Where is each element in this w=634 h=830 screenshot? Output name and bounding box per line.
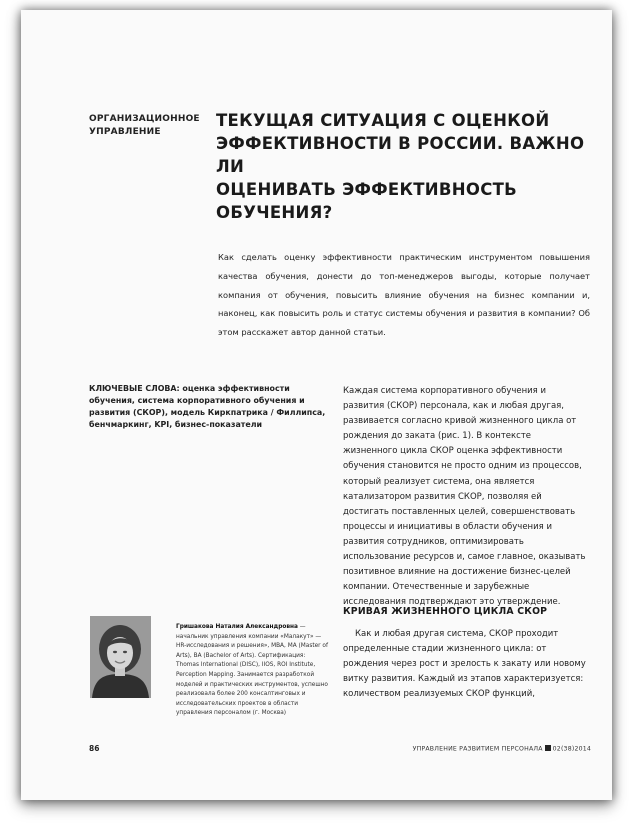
journal-name: УПРАВЛЕНИЕ РАЗВИТИЕМ ПЕРСОНАЛА bbox=[412, 745, 543, 753]
section-label-line: ОРГАНИЗАЦИОННОЕ bbox=[89, 114, 200, 124]
article-title-line: ЭФФЕКТИВНОСТИ В РОССИИ. ВАЖНО ЛИ bbox=[216, 134, 585, 176]
author-photo bbox=[90, 616, 151, 698]
author-bio bbox=[176, 623, 328, 719]
section-label-line: УПРАВЛЕНИЕ bbox=[89, 127, 161, 137]
section-subheading: КРИВАЯ ЖИЗНЕННОГО ЦИКЛА СКОР bbox=[343, 606, 548, 617]
article-lead: Как сделать оценку эффективности практическим инструментом повышения качества обучения, донести до топ-менеджеров выгоды, которые получает компания от обучения, повысить влияние обучения на бизнес компании и, наконец, как повысить роль и статус системы обучения и развития в компании? Об этом расскажет автор данной статьи. bbox=[218, 252, 590, 338]
article-title bbox=[216, 109, 596, 224]
body-paragraph-2: Как и любая другая система, СКОР проходит определенные стадии жизненного цикла: от рождения через рост и зрелость к закату или новому витку развития. Каждый из этапов характеризуется: количеством реализуемых СКОР функций, bbox=[343, 629, 586, 700]
author-portrait-icon bbox=[90, 616, 151, 698]
author-bio-text: — начальник управления компании «Малакут» — HR-исследования и решения», MBA, MA (Master of Arts), BA (Bachelor of Arts). Сертификация: Thomas International (DISC), IIOS, ROI Institute, Perception Mapping. Занимается разработкой моделей и практических инструментов, успешно реализовала более 200 консалтинговых и исследовательских проектов в области управления персоналом (г. Москва) bbox=[176, 624, 328, 717]
section-label bbox=[89, 113, 199, 139]
body-paragraph: Каждая система корпоративного обучения и развития (СКОР) персонала, как и любая другая, развивается согласно кривой жизненного цикла от рождения до заката (рис. 1). В контексте жизненного цикла СКОР оценка эффективности обучения становится не просто одним из процессов, который реализует система, она является катализатором развития СКОР, позволяя ей достигать поставленных целей, совершенствовать процессы и инициативы в области обучения и развития сотрудников, оптимизировать использование ресурсов и, самое главное, оказывать позитивное влияние на достижение бизнес-целей компании. Отечественные и зарубежные исследования подтверждают это утверждение. bbox=[343, 386, 586, 608]
journal-issue: 02(38)2014 bbox=[552, 745, 591, 753]
article-title-line: ТЕКУЩАЯ СИТУАЦИЯ С ОЦЕНКОЙ bbox=[216, 111, 550, 130]
journal-footer bbox=[393, 745, 591, 753]
page-number: 86 bbox=[89, 744, 100, 753]
keywords: КЛЮЧЕВЫЕ СЛОВА: оценка эффективности обучения, система корпоративного обучения и развития (СКОР), модель Киркпатрика / Филлипса, бенчмаркинг, KPI, бизнес-показатели bbox=[89, 384, 326, 429]
article-title-line: ОЦЕНИВАТЬ ЭФФЕКТИВНОСТЬ ОБУЧЕНИЯ? bbox=[216, 180, 518, 222]
magazine-page bbox=[21, 10, 612, 800]
author-name: Гришакова Наталия Александровна bbox=[176, 624, 298, 630]
square-separator-icon bbox=[545, 745, 551, 751]
